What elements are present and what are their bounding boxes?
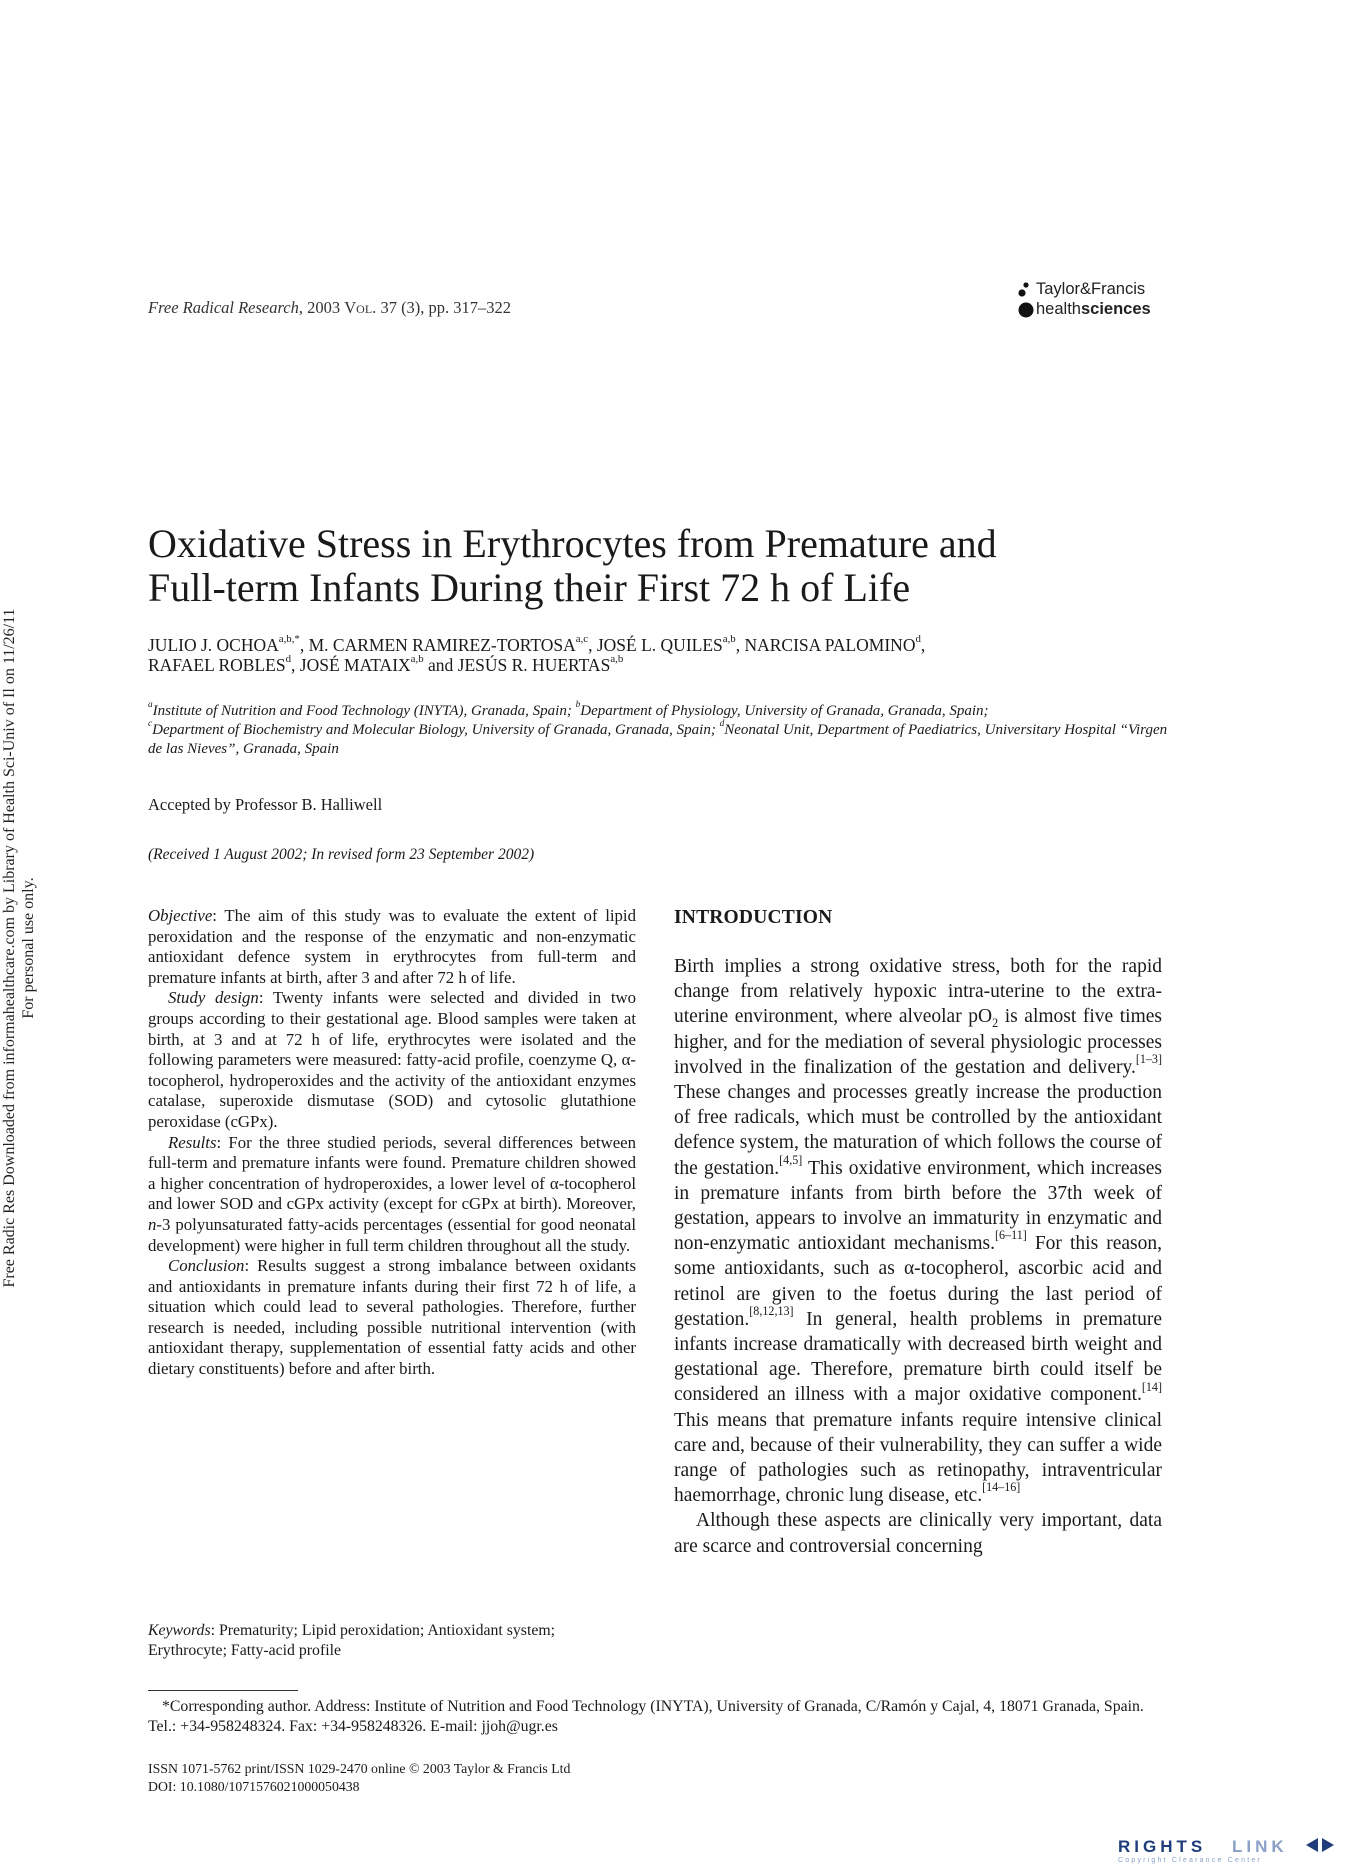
publisher-dots-icon: [1016, 280, 1034, 322]
citation-ref[interactable]: [6–11]: [995, 1228, 1027, 1243]
title-line2: Full-term Infants During their First 72 h of Life: [148, 565, 911, 610]
author: RAFAEL ROBLES: [148, 655, 286, 675]
publisher-line2-b: sciences: [1080, 300, 1151, 318]
results-text-b: -3 polyunsaturated fatty-acids percentages (essential for good neonatal development) were higher in full term children throughout all the study.: [148, 1214, 636, 1255]
abstract-design: [148, 988, 636, 1132]
introduction-paragraph-2: Although these aspects are clinically very important, data are scarce and controversial concerning: [674, 1510, 1162, 1557]
abstract-results: [148, 1133, 636, 1257]
citation-ref[interactable]: [14–16]: [982, 1480, 1021, 1495]
affil-text: Department of Physiology, University of Granada, Granada, Spain;: [580, 703, 989, 719]
keywords-text: : Prematurity; Lipid peroxidation; Antioxidant system; Erythrocyte; Fatty-acid profile: [148, 1622, 556, 1659]
author-list: JULIO J. $OCHOA^{a,b,*}$, M. CARMEN RAMIREZ-TORTOSA$^{a,c}$, JOSÉ L. QUILES$^{a,b}$, NARCISA PALOMINO$^d$, RAFAEL ROBLES$^d$, JOSÉ MATAIX$^{a,b}$ and JESÚS R. HUERTAS$^{a,b}$: [148, 633, 926, 675]
results-text-a: : For the three studied periods, several differences between full-term and premature infants were found. Premature children showed a higher concentration of hydroperoxides, a lower level of α-tocopherol and lower SOD and cGPx activity (except for cGPx at birth). Moreover,: [148, 1132, 636, 1214]
author-affil: a,b: [410, 653, 424, 666]
abstract-conclusion: [148, 1256, 636, 1380]
objective-text: : The aim of this study was to evaluate the extent of lipid peroxidation and the response of the enzymatic and non-enzymatic antioxidant defence system in erythrocytes from full-term and premature infants at birth, after 3 and after 72 h of life.: [148, 906, 636, 987]
rightslink-text-a: RIGHTS: [1118, 1837, 1207, 1856]
abstract: [148, 906, 636, 1380]
author: JULIO J. OCHOA: [148, 635, 279, 655]
issn-line: ISSN 1071-5762 print/ISSN 1029-2470 online © 2003 Taylor & Francis Ltd: [148, 1761, 571, 1776]
affil-text: Institute of Nutrition and Food Technology (INYTA), Granada, Spain;: [152, 703, 576, 719]
issn-info: [148, 1760, 748, 1796]
publisher-logo: [1016, 280, 1166, 322]
results-n: n: [148, 1214, 157, 1234]
conclusion-label: Conclusion: [168, 1256, 245, 1276]
authors-conjunction: and: [428, 655, 454, 675]
rightslink-logo[interactable]: [1118, 1834, 1353, 1864]
publisher-line2-a: health: [1036, 300, 1081, 318]
intro-text: This oxidative environment, which increases in premature infants from birth before the 37th week of gestation, appears to involve an immaturity in enzymatic and non-enzymatic antioxidant mechanisms.: [674, 1157, 1162, 1255]
intro-text: is almost five times higher, and for the mediation of several physiologic processes involved in the finalization of the gestation and delivery.: [674, 1006, 1162, 1078]
affil-text: Department of Biochemistry and Molecular Biology, University of Granada, Granada, Spain;: [152, 722, 720, 738]
intro-text: These changes and processes greatly increase the production of free radicals, which must be controlled by the antioxidant defence system, the maturation of which follows the course of the gestation.: [674, 1082, 1162, 1179]
intro-text: Birth implies a strong oxidative stress, both for the rapid change from relatively hypoxic intra-uterine to the extra-uterine environment, where alveolar pO: [674, 956, 1162, 1028]
design-text: : Twenty infants were selected and divided in two groups according to their gestational age. Blood samples were taken at birth, at 3 and at 72 h of life, erythrocytes were isolated and the following parameters were measured: fatty-acid profile, coenzyme Q, α-tocopherol, hydroperoxides and the activity of the antioxidant enzymes catalase, superoxide dismutase (SOD) and cytosolic glutathione peroxidase (cGPx).: [148, 988, 636, 1131]
abstract-objective: [148, 906, 636, 988]
citation-ref[interactable]: [1–3]: [1135, 1051, 1162, 1066]
citation-ref[interactable]: [14]: [1141, 1379, 1162, 1394]
author-affil: a,c: [575, 633, 589, 646]
rightslink-text-b: LINK: [1232, 1837, 1288, 1856]
publisher-line2: [1036, 300, 1151, 319]
corresponding-author-footnote: *Corresponding author. Address: Institute of Nutrition and Food Technology (INYTA), University of Granada, C/Ramón y Cajal, 4, 18071 Granada, Spain. Tel.: +34-958248324. Fax: +34-958248326. E-mail: jjoh@ugr.es: [148, 1698, 1144, 1735]
introduction-paragraph: [674, 954, 1162, 1508]
affil-text: Neonatal Unit, Department of Paediatrics, Universitary Hospital “Virgen de las Nieves”, Granada, Spain: [148, 722, 1168, 757]
affil-mark: a: [148, 700, 153, 711]
citation-ref[interactable]: [8,12,13]: [749, 1303, 794, 1318]
watermark-line1: Free Radic Res Downloaded from informahealthcare.com by Library of Health Sci-Univ of Il on 11/26/11: [1, 608, 18, 1288]
keywords: [148, 1621, 636, 1661]
affiliations: [148, 702, 1168, 759]
download-watermark: [0, 588, 50, 1308]
article-title: [148, 522, 1208, 610]
introduction-heading: INTRODUCTION: [674, 907, 833, 928]
author-affil: a,b: [722, 633, 736, 646]
affil-mark: d: [719, 719, 725, 730]
journal-name: Free Radical Research: [148, 298, 299, 317]
intro-text: In general, health problems in premature infants increase dramatically with decreased birth weight and gestational age. Therefore, premature birth could itself be considered an illness with a major oxidative component.: [674, 1308, 1162, 1406]
watermark-line2: For personal use only.: [20, 877, 37, 1019]
author-affil: d: [285, 653, 292, 666]
intro-text: For this reason, some antioxidants, such as α-tocopherol, ascorbic acid and retinol are given to the foetus during the last period of gestation.: [674, 1233, 1162, 1330]
doi-line: DOI: 10.1080/1071576021000050438: [148, 1779, 360, 1794]
received-dates: (Received 1 August 2002; In revised form 23 September 2002): [148, 846, 535, 863]
running-head: [148, 298, 511, 318]
citation-details: , 2003 Vol. 37 (3), pp. 317–322: [298, 298, 512, 317]
author: JOSÉ MATAIX: [299, 655, 411, 675]
rightslink-tagline: Copyright Clearance Center: [1118, 1857, 1262, 1864]
affil-mark: c: [148, 719, 153, 730]
author: JOSÉ L. QUILES: [596, 635, 723, 655]
introduction-section: [674, 907, 1162, 1559]
author-affil: a,b: [610, 653, 624, 666]
title-line1: Oxidative Stress in Erythrocytes from Premature and: [148, 521, 997, 566]
accepted-by: Accepted by Professor B. Halliwell: [148, 795, 383, 814]
author-affil: d: [915, 633, 921, 646]
footnote-divider: [148, 1690, 298, 1691]
author: M. CARMEN RAMIREZ-TORTOSA: [308, 635, 576, 655]
intro-text: This means that premature infants require intensive clinical care and, because of their vulnerability, they can suffer a wide range of pathologies such as retinopathy, intraventricular haemorrhage, chronic lung disease, etc.: [674, 1409, 1162, 1507]
results-label: Results: [168, 1132, 217, 1152]
objective-label: Objective: [148, 906, 213, 925]
author: JESÚS R. HUERTAS: [457, 655, 611, 675]
intro-subscript: 2: [992, 1016, 999, 1031]
affil-mark: b: [575, 700, 581, 711]
author-affil: a,b,*: [278, 633, 300, 646]
citation-ref[interactable]: [4,5]: [779, 1152, 803, 1167]
keywords-label: Keywords: [148, 1622, 211, 1639]
publisher-line1: Taylor&Francis: [1036, 280, 1146, 298]
rightslink-logo-icon: [1118, 1834, 1353, 1864]
design-label: Study design: [168, 988, 259, 1008]
conclusion-text: : Results suggest a strong imbalance between oxidants and antioxidants in premature infants during their first 72 h of life, a situation which could lead to several pathologies. Therefore, further research is needed, including possible nutritional intervention (with antioxidant therapy, supplementation of essential fatty acids and other dietary constituents) before and after birth.: [148, 1256, 636, 1379]
author: NARCISA PALOMINO: [744, 635, 916, 655]
